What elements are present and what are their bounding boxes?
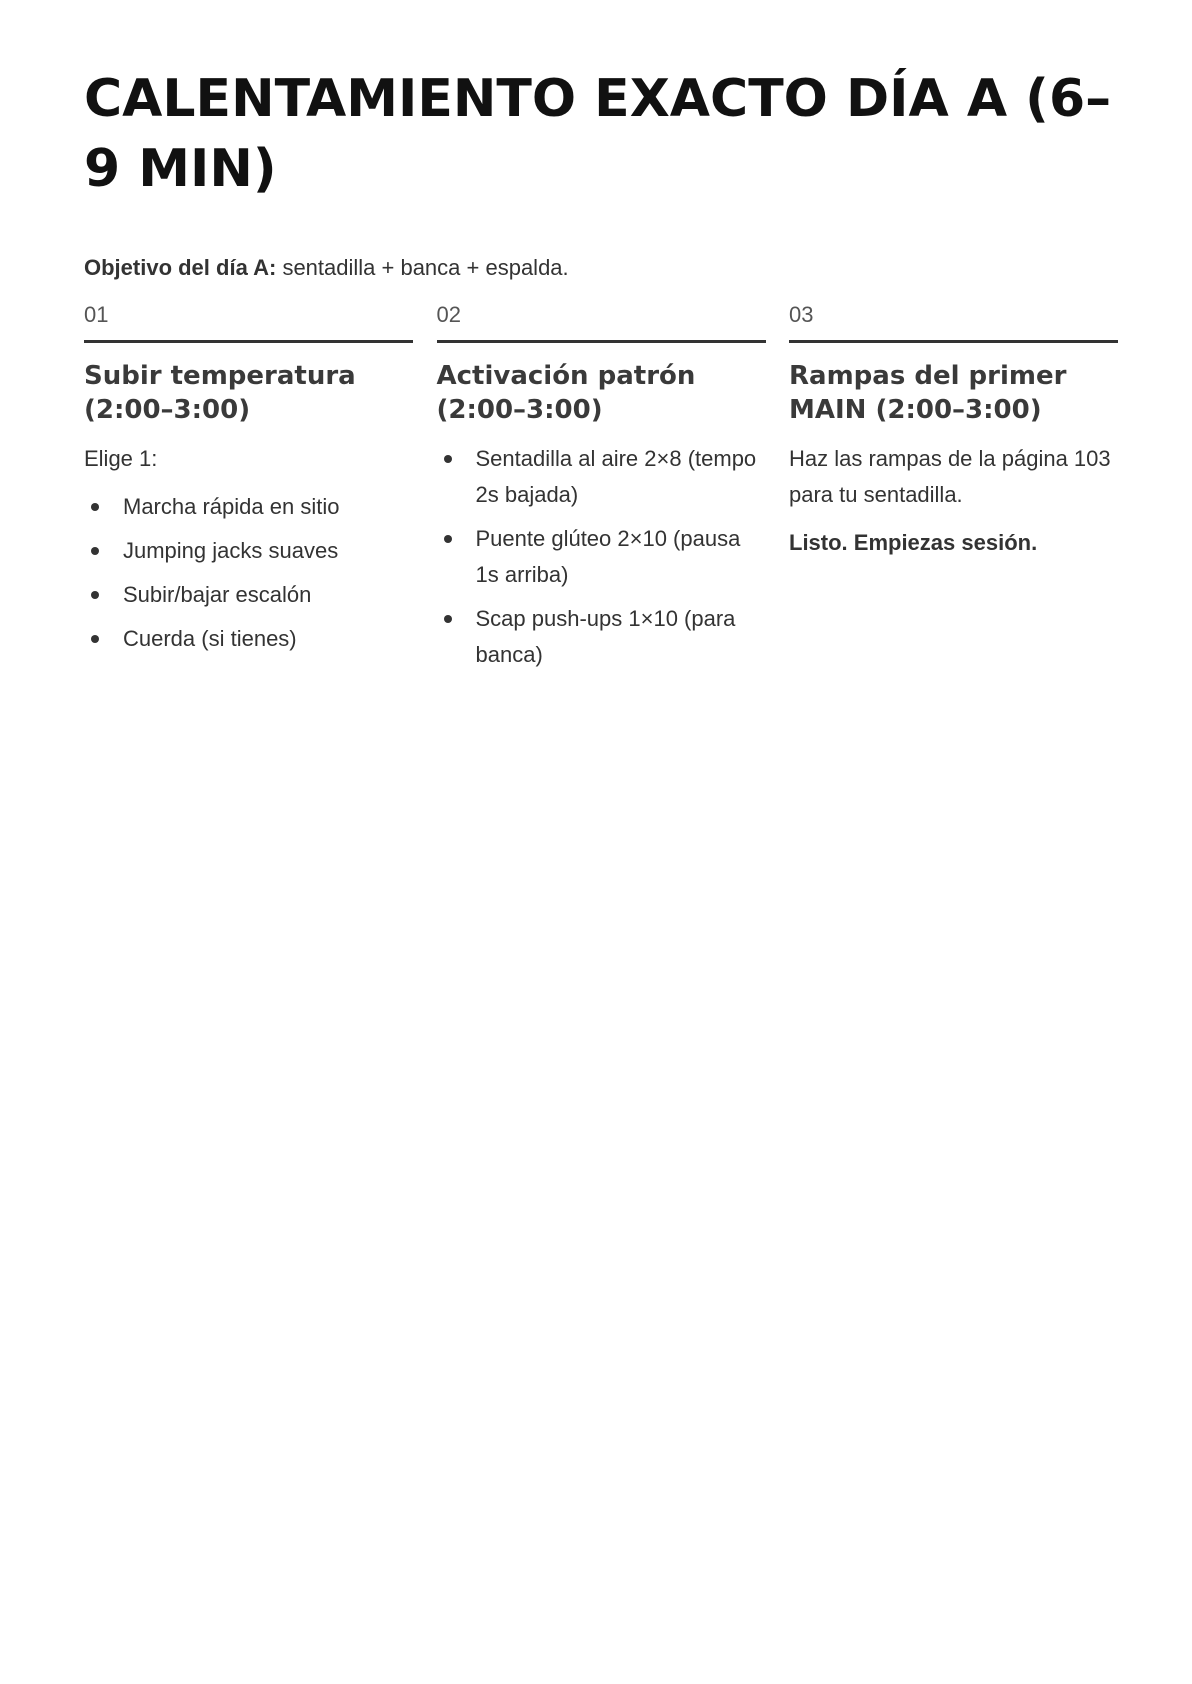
bullet-icon	[91, 635, 99, 643]
list-item	[84, 489, 413, 525]
step-title: Rampas del primer MAIN (2:00–3:00)	[789, 361, 1067, 425]
step-list	[84, 489, 413, 657]
step-column-1	[84, 298, 413, 681]
list-item-text: Sentadilla al aire 2×8 (tempo 2s bajada)	[475, 446, 757, 507]
bullet-icon	[444, 535, 452, 543]
list-item	[84, 621, 413, 657]
list-item	[437, 601, 766, 673]
step-column-3	[789, 298, 1118, 681]
objective-text: sentadilla + banca + espalda.	[276, 255, 569, 280]
page	[84, 64, 1118, 681]
list-item-text: Marcha rápida en sitio	[123, 494, 340, 519]
bullet-icon	[91, 591, 99, 599]
list-item	[84, 533, 413, 569]
objective-line	[84, 252, 1118, 284]
list-item	[437, 521, 766, 593]
step-list	[437, 441, 766, 673]
step-title: Activación patrón (2:00–3:00)	[436, 361, 696, 425]
page-title: CALENTAMIENTO EXACTO DÍA A (6–9 MIN)	[84, 69, 1112, 199]
bullet-icon	[91, 547, 99, 555]
list-item-text: Subir/bajar escalón	[123, 582, 312, 607]
list-item-text: Jumping jacks suaves	[123, 538, 339, 563]
step-text: Haz las rampas de la página 103 para tu sentadilla.	[789, 446, 1111, 507]
bullet-icon	[444, 615, 452, 623]
step-title: Subir temperatura (2:00–3:00)	[84, 361, 356, 425]
list-item-text: Cuerda (si tienes)	[123, 626, 297, 651]
list-item-text: Scap push-ups 1×10 (para banca)	[475, 606, 736, 667]
step-number: 02	[437, 298, 766, 343]
step-intro: Elige 1:	[84, 446, 158, 471]
objective-label: Objetivo del día A:	[84, 255, 277, 280]
step-number: 01	[84, 298, 413, 343]
list-item	[437, 441, 766, 513]
bullet-icon	[91, 503, 99, 511]
step-number: 03	[789, 298, 1118, 343]
steps-columns	[84, 298, 1118, 681]
bullet-icon	[444, 455, 452, 463]
step-closing: Listo. Empiezas sesión.	[789, 530, 1038, 555]
step-column-2	[437, 298, 766, 681]
list-item-text: Puente glúteo 2×10 (pausa 1s arriba)	[475, 526, 741, 587]
list-item	[84, 577, 413, 613]
